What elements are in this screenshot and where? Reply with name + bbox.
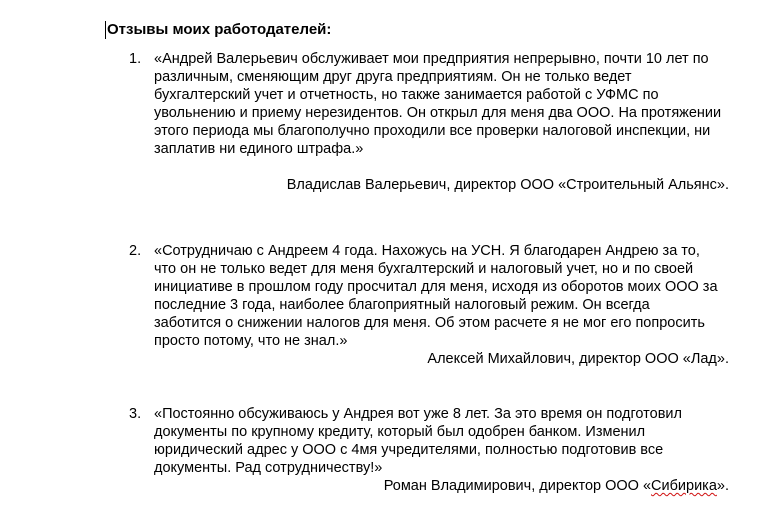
list-number: 3. [129,406,142,422]
review-line: последние 3 года, наиболее благоприятный налоговый режим. Он всегда [154,297,650,313]
signature-prefix: Роман Владимирович, директор ООО « [383,478,652,494]
list-number: 2. [129,243,142,259]
review-line: этого периода мы благополучно проходили все проверки налоговой инспекции, ни [154,123,711,139]
review-line: что он не только ведет для меня бухгалтерский и налоговый учет, но и по своей [154,261,694,277]
review-signature: Владислав Валерьевич, директор ООО «Строительный Альянс». [286,177,729,193]
review-line: увольнению и приему нерезидентов. Он открыл для меня два ООО. На протяжении [154,105,722,121]
review-line: «Сотрудничаю с Андреем 4 года. Нахожусь на УСН. Я благодарен Андрею за то, [154,243,700,259]
review-line: документы по крупному кредиту, который был одобрен банком. Изменил [154,424,646,440]
review-line: «Постоянно обсуживаюсь у Андрея вот уже 8 лет. За это время он подготовил [154,406,682,422]
review-line: бухгалтерский учет и отчетность, но также занимается работой с УФМС по [154,87,659,103]
review-signature [384,477,729,495]
review-line: различным, сменяющим друг друга предприятиям. Он не только ведет [154,69,632,85]
review-text [154,242,734,350]
spellcheck-flagged-word[interactable]: Сибирика [651,478,717,494]
review-line: просто потому, что не знал.» [154,333,348,349]
page-title: Отзывы моих работодателей: [107,21,332,38]
review-line: документы. Рад сотрудничеству!» [154,460,383,476]
review-line: инициативе в прошлом году просчитал для меня, исходя из оборотов моих ООО за [154,279,718,295]
list-number: 1. [129,51,142,67]
review-signature: Алексей Михайлович, директор ООО «Лад». [427,351,729,367]
review-line: юридический адрес у ООО с 4мя учредителями, полностью подготовив все [154,442,664,458]
signature-suffix: ». [716,478,729,494]
review-line: заплатив ни единого штрафа.» [154,141,364,157]
review-text [154,405,734,477]
review-line: заботится о снижении налогов для меня. Об этом расчете я не мог его попросить [154,315,705,331]
review-text [154,50,734,158]
review-line: «Андрей Валерьевич обслуживает мои предприятия непрерывно, почти 10 лет по [154,51,709,67]
text-cursor [105,21,106,39]
